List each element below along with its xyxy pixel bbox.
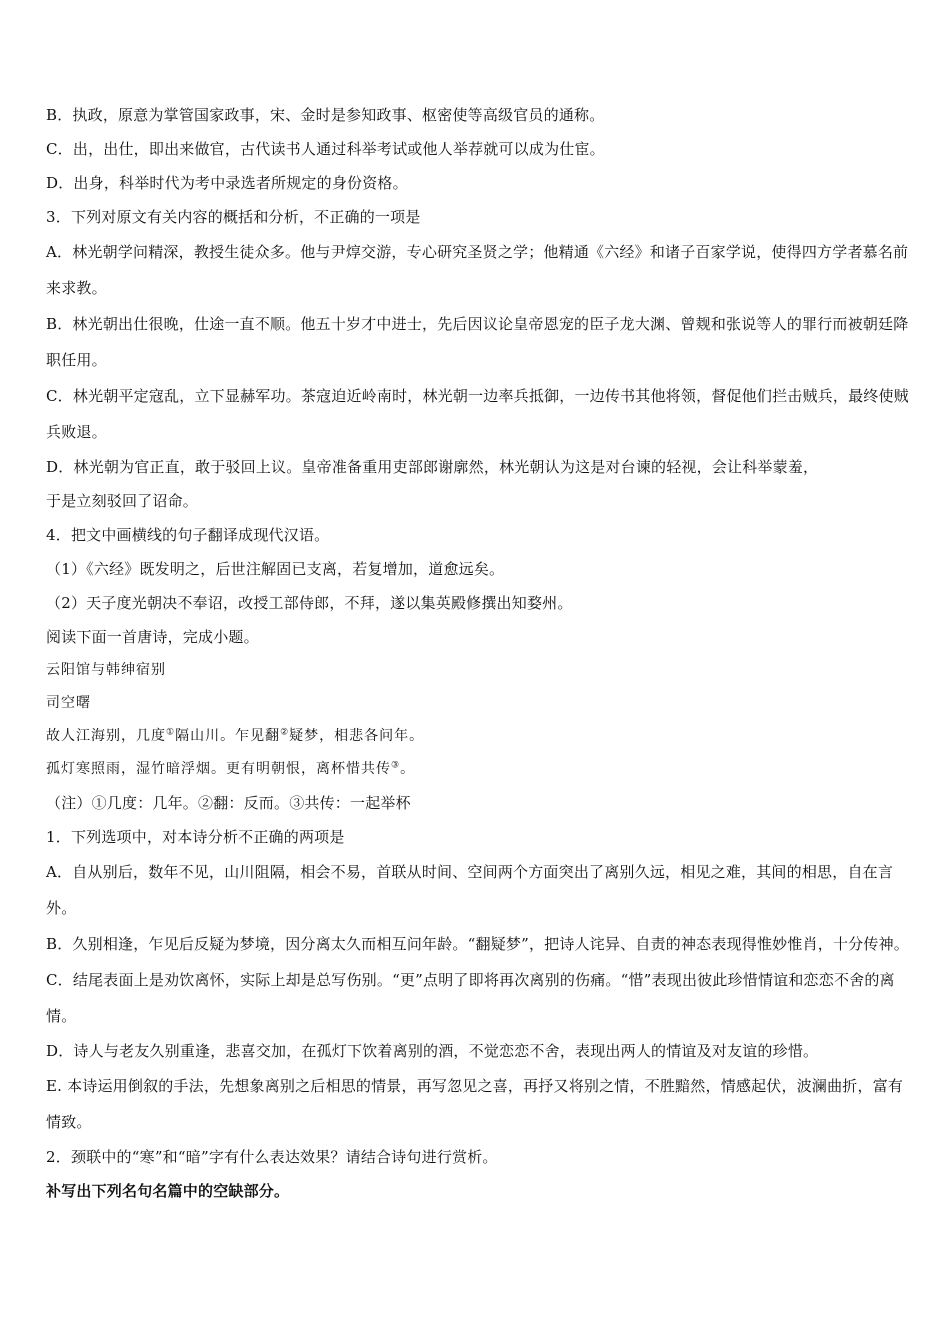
question-1-option-c: C．结尾表面上是劝饮离怀，实际上却是总写伤别。“更”点明了即将再次离别的伤痛。“惜”表现出彼此珍惜情谊和恋恋不舍的离情。: [46, 971, 895, 1025]
poem-line-2: 孤灯寒照雨，湿竹暗浮烟。更有明朝恨，离杯惜共传③。: [46, 760, 416, 777]
question-1-option-e: E. 本诗运用倒叙的手法，先想象离别之后相思的情景，再写忽见之喜，再抒又将别之情，不胜黯然，情感起伏，波澜曲折，富有情致。: [46, 1077, 904, 1131]
question-1-option-d: D．诗人与老友久别重逢，悲喜交加，在孤灯下饮着离别的酒，不觉恋恋不舍，表现出两人的情谊及对友谊的珍惜。: [46, 1042, 819, 1060]
question-3-option-a: A．林光朝学问精深，教授生徒众多。他与尹焞交游，专心研究圣贤之学；他精通《六经》和诸子百家学说，使得四方学者慕名前来求教。: [46, 243, 909, 297]
question-3-option-c: C．林光朝平定寇乱，立下显赫军功。茶寇迫近岭南时，林光朝一边率兵抵御，一边传书其他将领，督促他们拦击贼兵，最终使贼兵败退。: [46, 387, 909, 441]
question-3-option-b: B．林光朝出仕很晚，仕途一直不顺。他五十岁才中进士，先后因议论皇帝恩宠的臣子龙大渊、曾觌和张说等人的罪行而被朝廷降职任用。: [46, 315, 909, 369]
question-1: 1．下列选项中，对本诗分析不正确的两项是: [46, 828, 345, 846]
section-heading: 补写出下列名句名篇中的空缺部分。: [46, 1182, 290, 1200]
poem-line-1: 故人江海别，几度①隔山川。乍见翻②疑梦，相悲各问年。: [46, 727, 425, 744]
option-b-zhizheng: B．执政，原意为掌管国家政事，宋、金时是参知政事、枢密使等高级官员的通称。: [46, 106, 605, 124]
poem-title: 云阳馆与韩绅宿别: [46, 662, 166, 678]
question-3-option-d-line1: D．林光朝为官正直，敢于驳回上议。皇帝准备重用吏部郎谢廓然，林光朝认为这是对台谏的轻视，会让科举蒙羞，: [46, 458, 819, 476]
question-3-option-d-line2: 于是立刻驳回了诏命。: [46, 492, 199, 510]
question-1-option-b: B．久别相逢，乍见后反疑为梦境，因分离太久而相互问年龄。“翻疑梦”，把诗人诧异、自责的神态表现得惟妙惟肖，十分传神。: [46, 935, 909, 953]
question-1-option-a: A．自从别后，数年不见，山川阻隔，相会不易，首联从时间、空间两个方面突出了离别久远，相见之难，其间的相思，自在言外。: [46, 863, 894, 917]
document-page: [46, 98, 918, 1208]
option-c-chu: C．出，出仕，即出来做官，古代读书人通过科举考试或他人举荐就可以成为仕宦。: [46, 140, 605, 158]
poem-author: 司空曙: [46, 695, 91, 711]
question-2: 2．颈联中的“寒”和“暗”字有什么表达效果？请结合诗句进行赏析。: [46, 1148, 498, 1166]
question-4: 4．把文中画横线的句子翻译成现代汉语。: [46, 526, 330, 544]
question-4-part-1: （1）《六经》既发明之，后世注解固已支离，若复增加，道愈远矣。: [46, 560, 505, 578]
question-3: 3．下列对原文有关内容的概括和分析，不正确的一项是: [46, 208, 421, 226]
option-d-chushen: D．出身，科举时代为考中录选者所规定的身份资格。: [46, 174, 408, 192]
poem-note: （注）①几度：几年。②翻：反而。③共传：一起举杯: [46, 794, 411, 812]
reading-intro: 阅读下面一首唐诗，完成小题。: [46, 628, 259, 646]
question-4-part-2: （2）天子度光朝决不奉诏，改授工部侍郎，不拜，遂以集英殿修撰出知婺州。: [46, 594, 573, 612]
